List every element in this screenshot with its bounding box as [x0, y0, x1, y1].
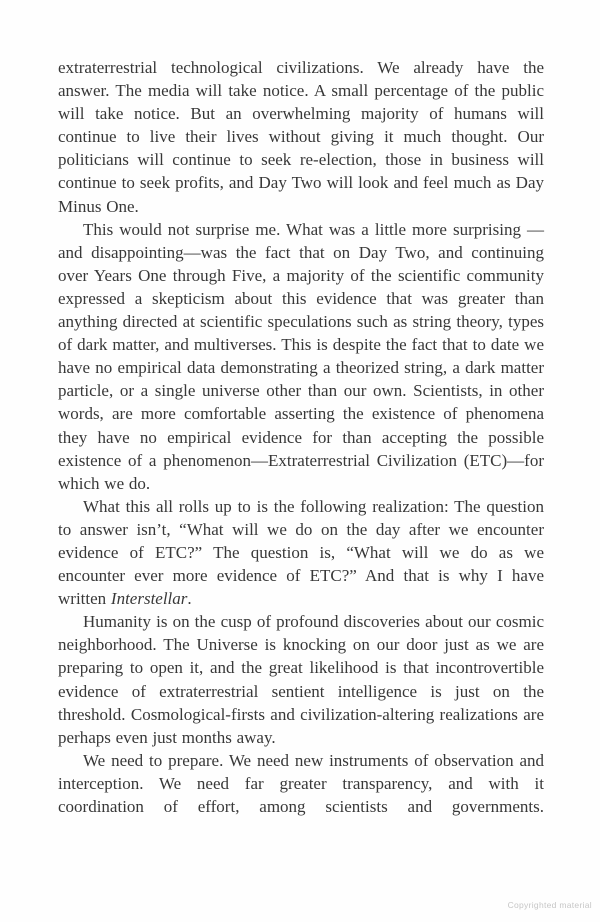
- paragraph-2: This would not surprise me. What was a little more surprising —and disappointing—was the fact that on Day Two, and continuing over Years One through Five, a majority of the scientific community expressed a skepticism about this evidence that was greater than anything directed at scientific speculations such as string theory, types of dark matter, and multiverses. This is despite the fact that to date we have no empirical data demonstrating a theorized string, a dark matter particle, or a single universe other than our own. Scientists, in other words, are more comfortable asserting the existence of phenomena they have no empirical evidence for than accepting the possible existence of a phenomenon—Extraterrestrial Civilization (ETC)—for which we do.: [58, 219, 544, 493]
- paragraph-1: extraterrestrial technological civilizations. We already have the answer. The media will take notice. A small percentage of the public will take notice. But an overwhelming majority of humans will continue to live their lives without giving it much thought. Our politicians will continue to seek re-election, those in business will continue to seek profits, and Day Two will look and feel much as Day Minus One.: [58, 58, 544, 216]
- paragraph-4: Humanity is on the cusp of profound discoveries about our cosmic neighborhood. The Universe is knocking on our door just as we are preparing to open it, and the great likelihood is that incontrovertible evidence of extraterrestrial sentient intelligence is just on the threshold. Cosmological-firsts and civilization-altering realizations are perhaps even just months away.: [58, 612, 544, 747]
- page-text-block: [58, 56, 544, 818]
- paragraph-5: We need to prepare. We need new instruments of observation and interception. We need far greater transparency, and with it coordination of effort, among scientists and governments.: [58, 750, 544, 816]
- copyright-watermark: Copyrighted material: [507, 900, 592, 910]
- paragraph-3: [58, 495, 544, 610]
- paragraph-3-text-after: .: [187, 589, 192, 609]
- paragraph-3-text-before: What this all rolls up to is the following realization: The question to answer isn’t, “What will we do on the day after we encounter evidence of ETC?” The question is, “What will we do as we encounter ever more evidence of ETC?” And that is why I have written: [58, 496, 544, 609]
- book-title-italic: Interstellar: [110, 589, 188, 609]
